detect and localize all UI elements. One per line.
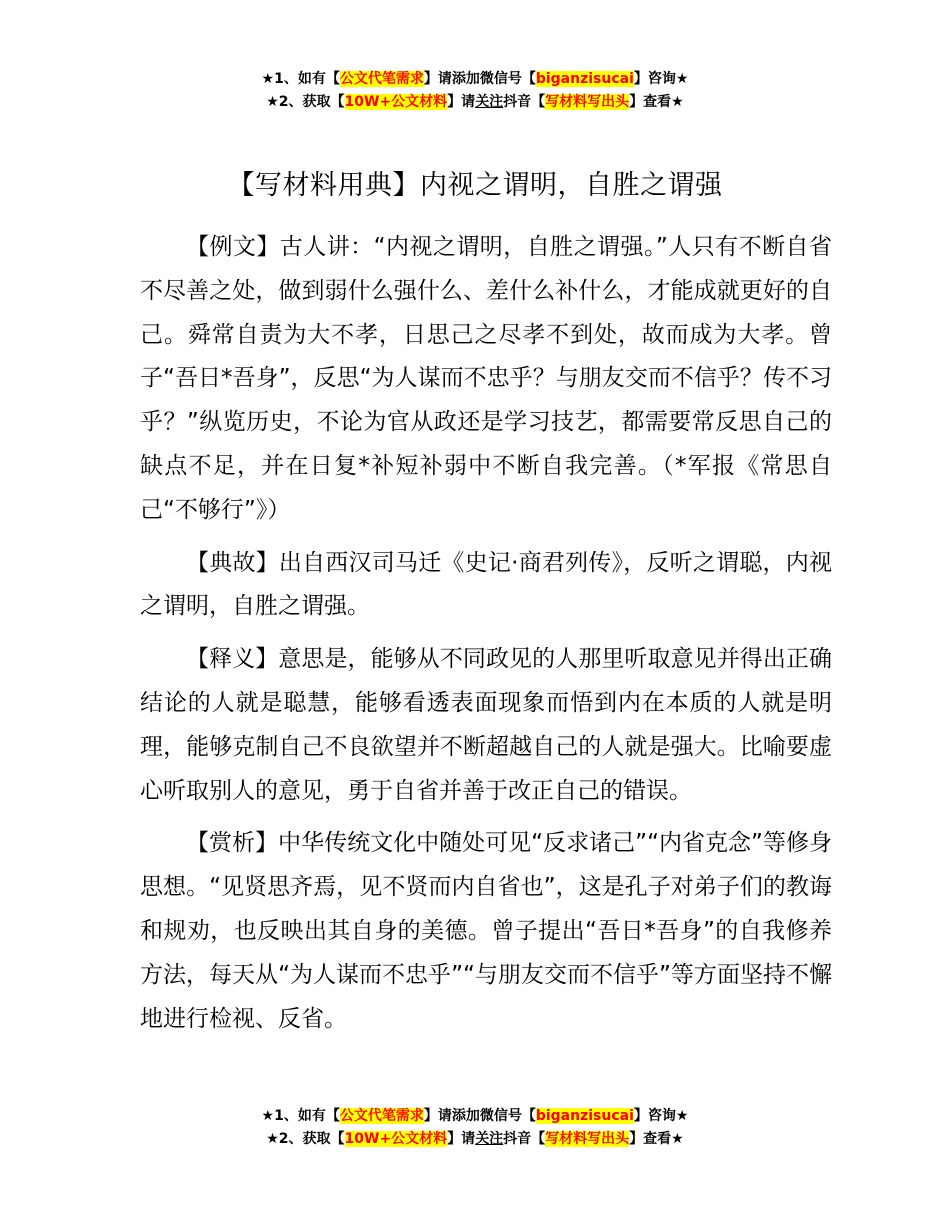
highlight-douyin-account: 写材料写出头 bbox=[545, 1131, 630, 1147]
banner-line-1: ★1、如有【公文代笔需求】请添加微信号【biganzisucai】咨询★ bbox=[261, 1108, 689, 1124]
paragraph-meaning: 【释义】意思是，能够从不同政见的人那里听取意见并得出正确结论的人就是聪慧，能够看透表面现象而悟到内在本质的人就是明理，能够克制自己不良欲望并不断超越自己的人就是强大。比喻要虚心听取别人的意见，勇于自省并善于改正自己的错误。 bbox=[140, 646, 832, 804]
highlight-wechat-id: biganzisucai bbox=[535, 71, 634, 87]
underlined-follow: 关注 bbox=[475, 1131, 504, 1147]
highlight-wechat-id: biganzisucai bbox=[535, 1108, 634, 1124]
document-title: 【写材料用典】内视之谓明，自胜之谓强 bbox=[227, 170, 723, 201]
highlight-materials: 10W+公文材料 bbox=[344, 1131, 448, 1147]
header-banner bbox=[0, 68, 950, 114]
banner-line-1: ★1、如有【公文代笔需求】请添加微信号【biganzisucai】咨询★ bbox=[261, 71, 689, 87]
highlight-service: 公文代笔需求 bbox=[339, 71, 424, 87]
paragraph-allusion: 【典故】出自西汉司马迁《史记·商君列传》，反听之谓聪，内视之谓明，自胜之谓强。 bbox=[140, 549, 832, 620]
highlight-douyin-account: 写材料写出头 bbox=[545, 94, 630, 110]
highlight-service: 公文代笔需求 bbox=[339, 1108, 424, 1124]
underlined-follow: 关注 bbox=[475, 94, 504, 110]
banner-line-2: ★2、获取【10W+公文材料】请关注抖音【写材料写出头】查看★ bbox=[266, 94, 684, 110]
highlight-materials: 10W+公文材料 bbox=[344, 94, 448, 110]
banner-line-2: ★2、获取【10W+公文材料】请关注抖音【写材料写出头】查看★ bbox=[266, 1131, 684, 1147]
document-body bbox=[140, 226, 832, 1050]
paragraph-example: 【例文】古人讲：“内视之谓明，自胜之谓强。”人只有不断自省不尽善之处，做到弱什么强什么、差什么补什么，才能成就更好的自己。舜常自责为大不孝，日思己之尽孝不到处，故而成为大孝。曾子“吾日*吾身”，反思“为人谋而不忠乎？与朋友交而不信乎？传不习乎？”纵览历史，不论为官从政还是学习技艺，都需要常反思自己的缺点不足，并在日复*补短补弱中不断自我完善。（*军报《常思自己“不够行”》） bbox=[140, 234, 832, 523]
paragraph-appreciation: 【赏析】中华传统文化中随处可见“反求诸己”“内省克念”等修身思想。“见贤思齐焉，见不贤而内自省也”，这是孔子对弟子们的教诲和规劝，也反映出其自身的美德。曾子提出“吾日*吾身”的自我修养方法，每天从“为人谋而不忠乎”“与朋友交而不信乎”等方面坚持不懈地进行检视、反省。 bbox=[140, 830, 832, 1032]
footer-banner bbox=[0, 1105, 950, 1151]
